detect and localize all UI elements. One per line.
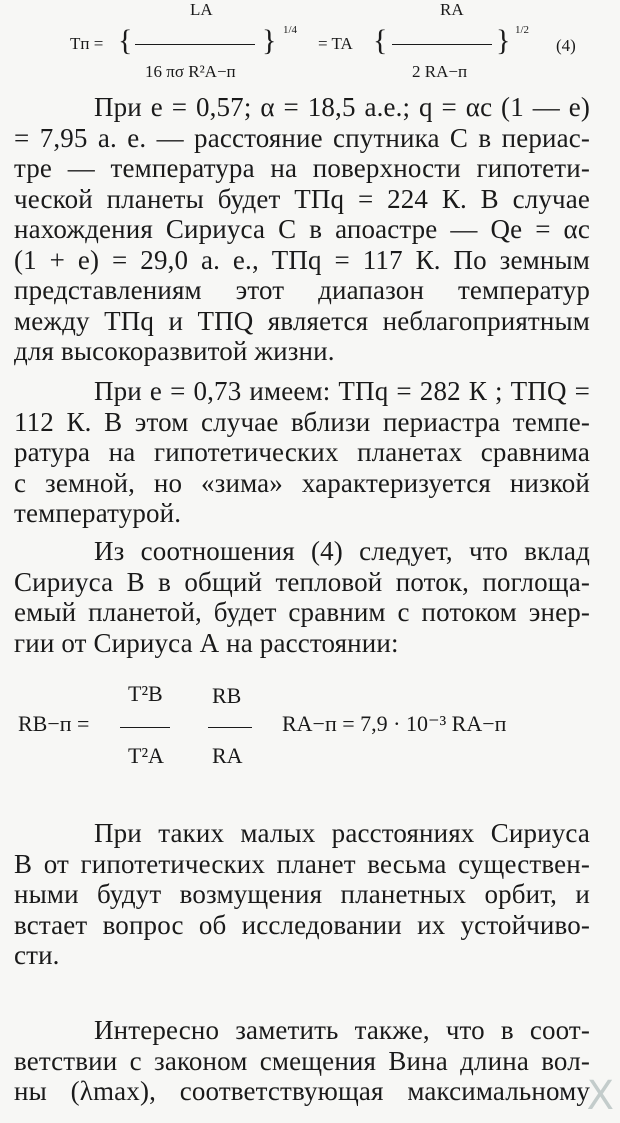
text-line: При e = 0,57; α = 18,5 а.е.; q = αс (1 — e): [94, 92, 590, 122]
text-line: ветствии с законом смещения Вина длина вол-: [14, 1045, 590, 1076]
text-line: между TПq и TПQ является неблагоприятным: [14, 305, 590, 336]
formula4-brace-open-1: {: [118, 24, 133, 57]
formula4-fraction-bar-2: [392, 44, 492, 45]
formula4-brace-close-2: }: [496, 24, 511, 57]
formula4-eq: = TA: [318, 34, 353, 53]
text-line: для высокоразвитой жизни.: [14, 336, 335, 366]
text-line: ны (λmax), соответствующая максимальному: [14, 1076, 590, 1106]
formula5-numerator-2: RB: [212, 683, 242, 708]
text-line: сти.: [14, 940, 60, 970]
text-line: Интересно заметить также, что в соот-: [94, 1015, 590, 1045]
paragraph-3: [14, 536, 590, 658]
formula4-exponent-2: 1/2: [515, 24, 530, 36]
watermark-logo: X: [586, 1073, 614, 1119]
formula5-rhs: RA−п = 7,9 · 10⁻³ RA−п: [282, 711, 507, 736]
text-line: (1 + e) = 29,0 а. е., TПq = 117 К. По земным: [14, 244, 590, 275]
formula4-numerator-2: RA: [440, 0, 464, 19]
text-line: с земной, но «зима» характеризуется низкой: [14, 467, 590, 498]
text-line: Из соотношения (4) следует, что вклад: [94, 536, 590, 566]
text-line: Сириуса В в общий тепловой поток, поглоща-: [14, 566, 590, 597]
text-line: При e = 0,73 имеем: TПq = 282 К ; TПQ =: [94, 376, 590, 406]
paragraph-5: [14, 1015, 590, 1107]
text-line: ратура на гипотетических планетах сравнима: [14, 437, 590, 467]
text-line: = 7,95 а. е. — расстояние спутника С в периас-: [14, 122, 590, 153]
formula-4: [0, 0, 620, 90]
paragraph-2: [14, 376, 590, 529]
text-line: тре — температура на поверхности гипотети-: [14, 153, 590, 183]
formula5-denominator-2: RA: [212, 743, 243, 768]
text-line: встает вопрос об исследовании их устойчиво-: [14, 909, 590, 940]
formula5-denominator-1: T²A: [128, 743, 164, 768]
paragraph-1: [14, 92, 590, 367]
formula4-exponent-1: 1/4: [283, 24, 298, 36]
text-line: температурой.: [14, 498, 182, 528]
text-line: 112 К. В этом случае вблизи периастра темпе-: [14, 406, 590, 437]
formula4-brace-close-1: }: [262, 24, 277, 57]
text-line: ческой планеты будет TПq = 224 К. В случае: [14, 183, 590, 214]
formula4-fraction-bar-1: [135, 44, 255, 45]
formula5-numerator-1: T²B: [128, 681, 163, 706]
text-line: В от гипотетических планет весьма существен-: [14, 848, 590, 879]
paragraph-4: [14, 818, 590, 971]
text-line: нахождения Сириуса С в апоастре — Qе = αс: [14, 214, 590, 244]
formula4-denominator-2: 2 RA−п: [412, 62, 468, 81]
formula5-lhs: RB−п =: [18, 711, 90, 736]
formula4-brace-open-2: {: [373, 24, 388, 57]
formula5-fraction-bar-1: [120, 727, 170, 728]
formula4-denominator-1: 16 πσ R²A−п: [145, 62, 236, 81]
text-line: ными будут возмущения планетных орбит, и: [14, 879, 590, 909]
text-line: При таких малых расстояниях Сириуса: [94, 818, 590, 848]
text-line: емый планетой, будет сравним с потоком энер-: [14, 597, 590, 627]
formula4-numerator-1: LA: [190, 0, 213, 19]
formula-distance: [0, 675, 620, 775]
formula4-number: (4): [556, 36, 576, 55]
text-line: представлениям этот диапазон температур: [14, 275, 590, 305]
text-line: гии от Сириуса А на расстоянии:: [14, 627, 399, 658]
formula5-fraction-bar-2: [208, 727, 252, 728]
formula4-lhs: Tп =: [70, 34, 104, 53]
